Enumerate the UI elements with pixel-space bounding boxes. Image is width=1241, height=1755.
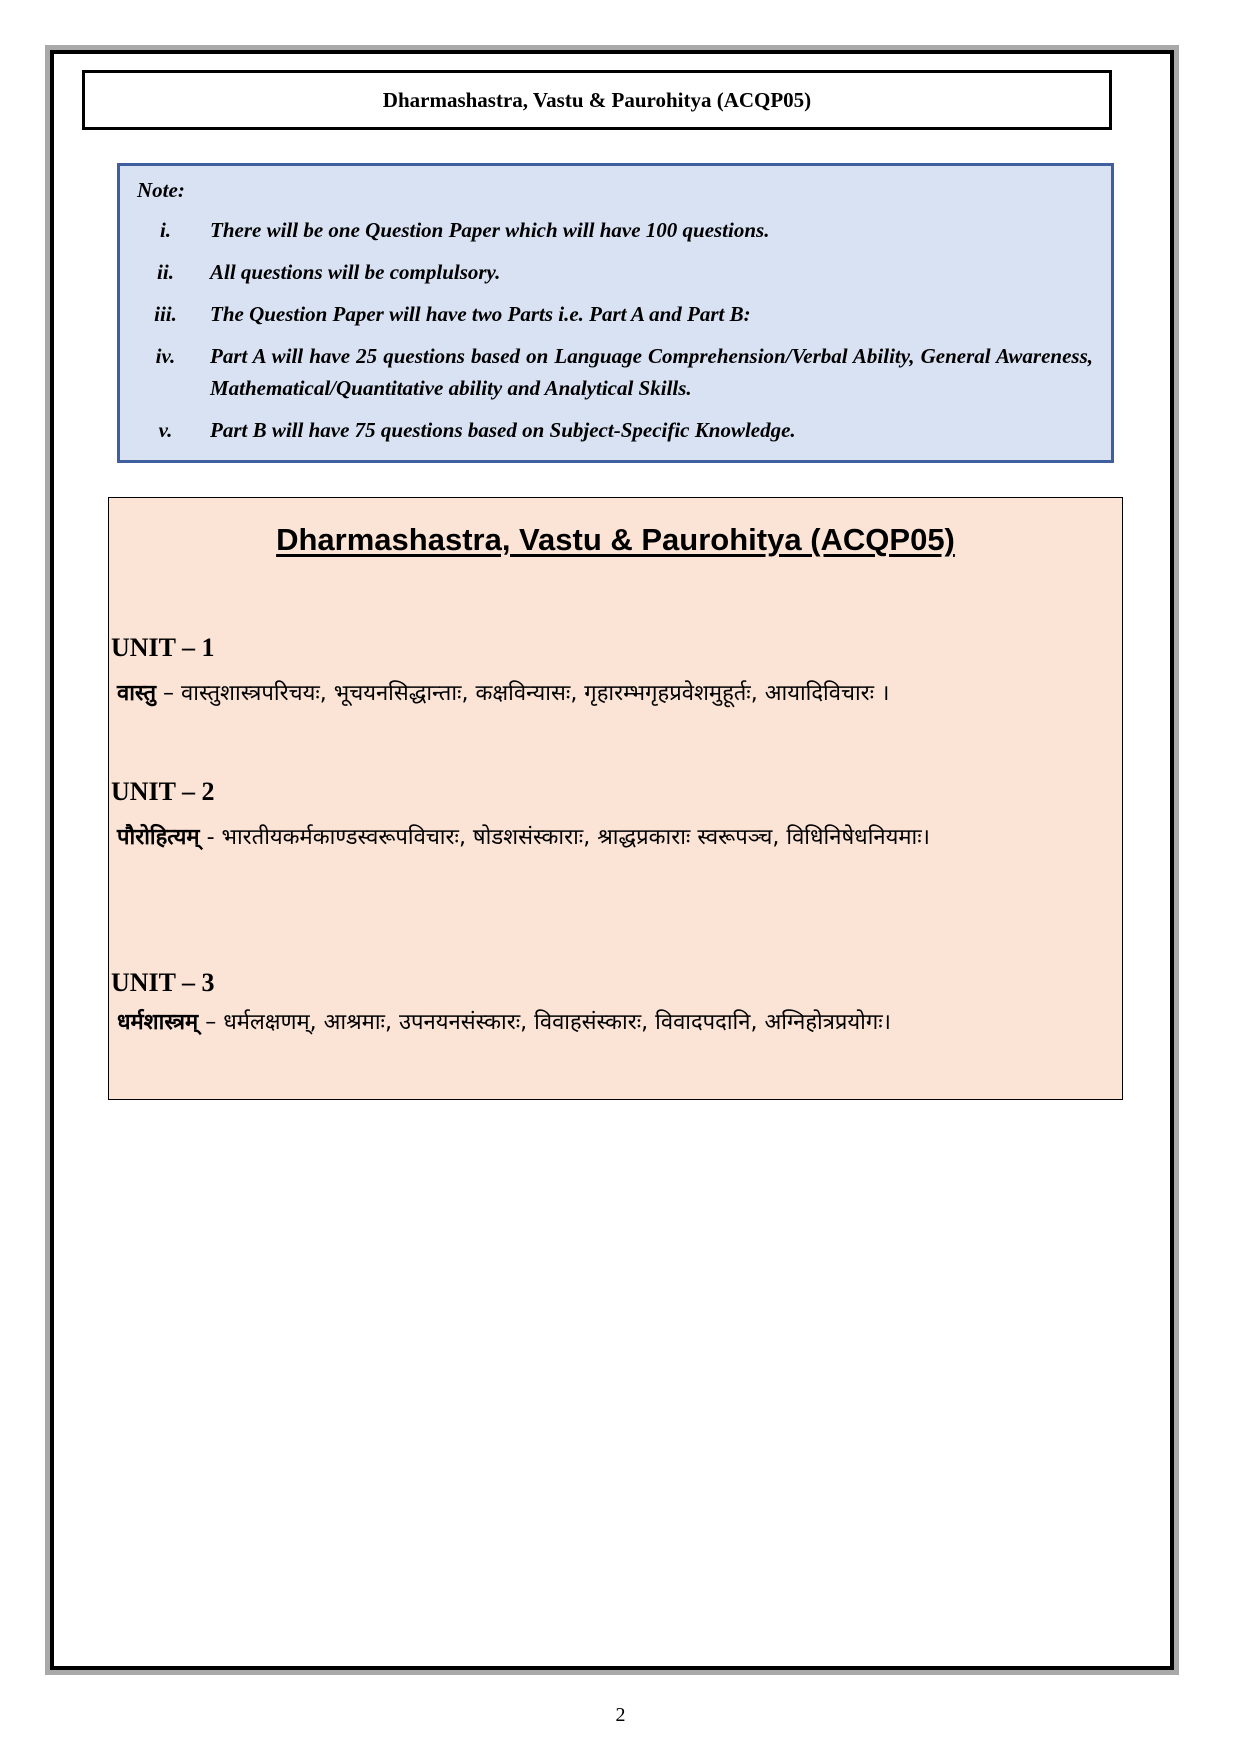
unit-1 — [111, 632, 1119, 718]
unit-body — [111, 814, 1119, 862]
note-item-number: iv. — [155, 344, 176, 368]
unit-text: - भारतीयकर्मकाण्डस्वरूपविचारः, षोडशसंस्काराः, श्राद्धप्रकाराः स्वरूपञ्च, विधिनिषेधनियमाः। — [199, 825, 930, 850]
header-title: Dharmashastra, Vastu & Paurohitya (ACQP05) — [382, 87, 812, 112]
unit-body — [111, 999, 1119, 1047]
unit-heading: UNIT – 1 — [111, 633, 215, 662]
note-item-number: i. — [159, 218, 172, 242]
note-item — [137, 414, 1093, 446]
syllabus-title: Dharmashastra, Vastu & Paurohitya (ACQP05) — [276, 522, 955, 557]
unit-body — [111, 670, 1119, 718]
note-item — [137, 214, 1093, 246]
note-item-number: iii. — [154, 302, 177, 326]
page-number: 2 — [615, 1704, 626, 1726]
note-box — [117, 163, 1114, 463]
note-item-text: Part B will have 75 questions based on Subject-Specific Knowledge. — [210, 418, 796, 442]
syllabus-box — [108, 497, 1123, 1100]
note-item-text: Part A will have 25 questions based on Language Comprehension/Verbal Ability, General Awareness, Mathematical/Quantitative ability and Analytical Skills. — [210, 344, 1093, 400]
note-list — [137, 214, 1093, 446]
note-item — [137, 340, 1093, 404]
unit-text: – धर्मलक्षणम्, आश्रमाः, उपनयनसंस्कारः, विवाहसंस्कारः, विवादपदानि, अग्निहोत्रप्रयोगः। — [198, 1010, 892, 1035]
unit-term: धर्मशास्त्रम् — [117, 1010, 199, 1035]
note-item-text: The Question Paper will have two Parts i.e. Part A and Part B: — [210, 302, 751, 326]
unit-heading: UNIT – 2 — [111, 777, 215, 806]
unit-term: पौरोहित्यम् — [117, 825, 200, 850]
unit-3 — [111, 967, 1119, 1047]
note-title: Note: — [137, 178, 185, 202]
note-item-text: All questions will be complulsory. — [210, 260, 501, 284]
note-item-number: ii. — [157, 260, 174, 284]
unit-2 — [111, 776, 1119, 862]
unit-heading: UNIT – 3 — [111, 968, 215, 997]
note-item-text: There will be one Question Paper which will have 100 questions. — [210, 218, 770, 242]
header-box — [82, 70, 1112, 130]
unit-text: – वास्तुशास्त्रपरिचयः, भूचयनसिद्धान्ताः, कक्षविन्यासः, गृहारम्भगृहप्रवेशमुहूर्तः, आयादिविचारः । — [156, 681, 890, 706]
note-item-number: v. — [158, 418, 173, 442]
note-item — [137, 298, 1093, 330]
note-item — [137, 256, 1093, 288]
unit-term: वास्तु — [117, 681, 157, 706]
